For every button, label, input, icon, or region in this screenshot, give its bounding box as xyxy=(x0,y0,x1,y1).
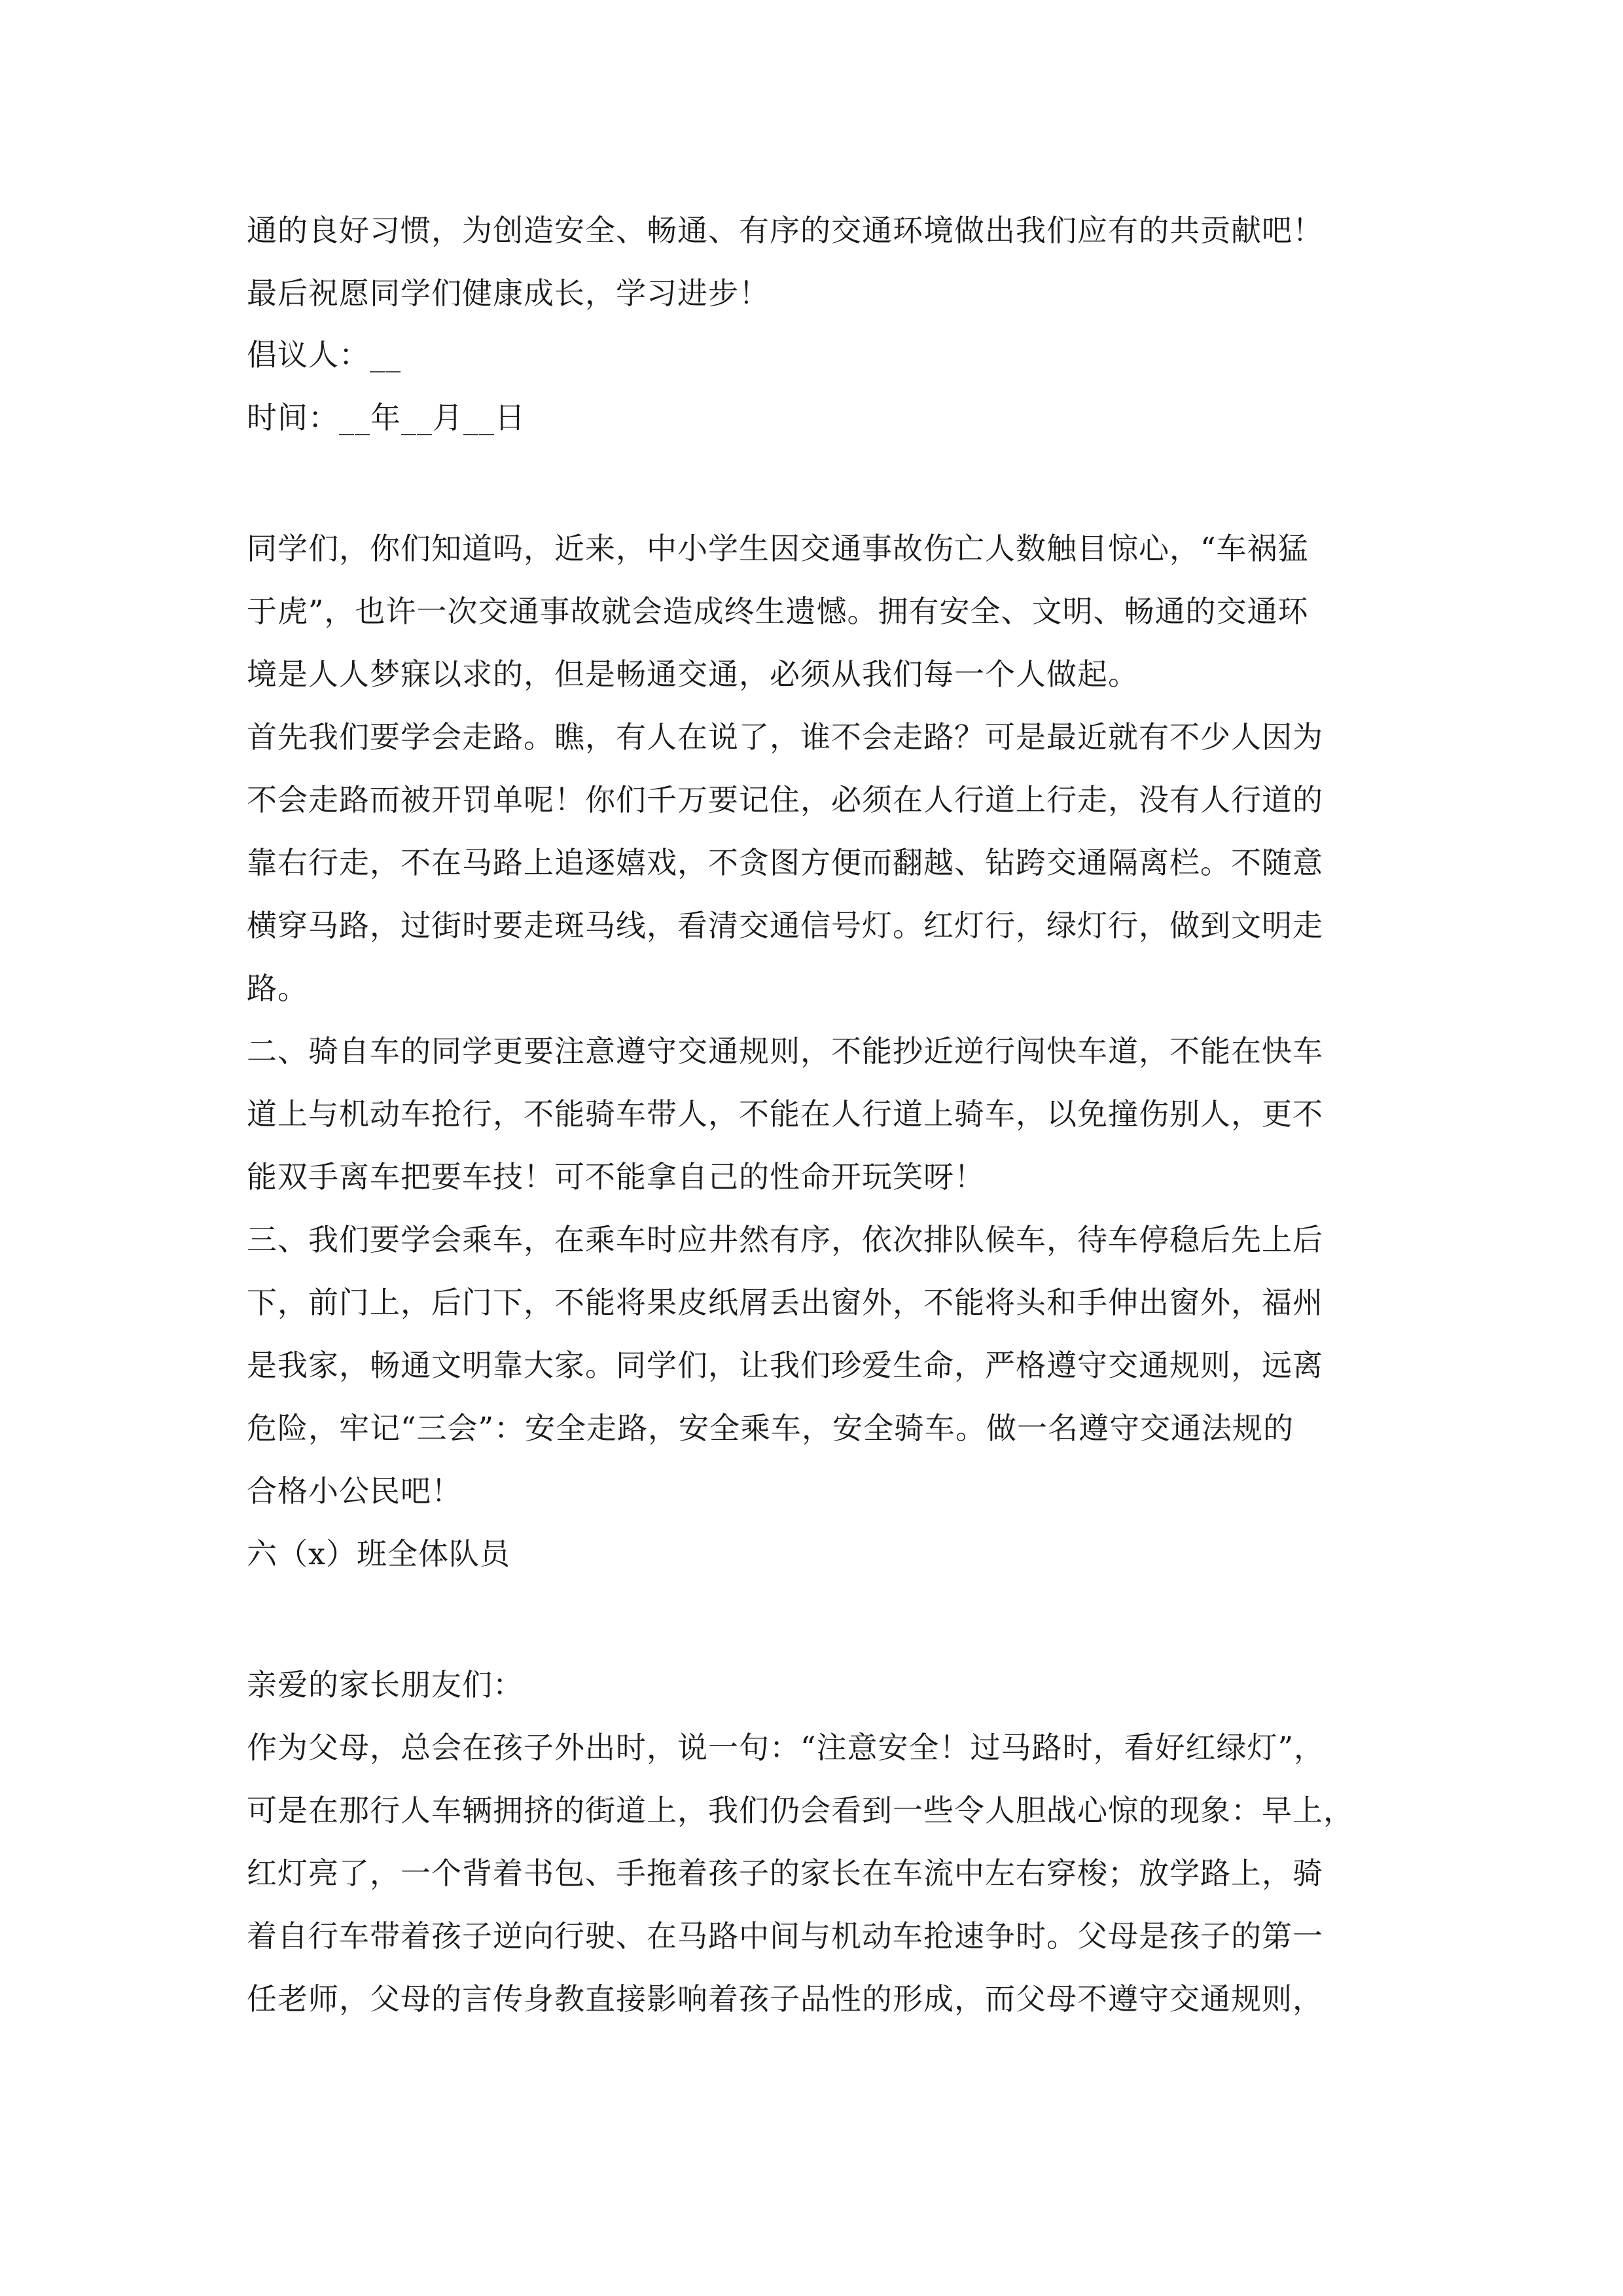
paragraph-line: 通的良好习惯，为创造安全、畅通、有序的交通环境做出我们应有的共贡献吧！ xyxy=(247,213,1323,248)
paragraph-line: 下，前门上，后门下，不能将果皮纸屑丢出窗外，不能将头和手伸出窗外，福州 xyxy=(247,1285,1323,1320)
paragraph-line: 二、骑自车的同学更要注意遵守交通规则，不能抄近逆行闯快车道，不能在快车 xyxy=(247,1033,1323,1069)
paragraph-line: 危险，牢记“三会”：安全走路，安全乘车，安全骑车。做一名遵守交通法规的 xyxy=(247,1410,1294,1446)
paragraph-line: 不会走路而被开罚单呢！你们千万要记住，必须在人行道上行走，没有人行道的 xyxy=(247,782,1323,817)
paragraph-line: 靠右行走，不在马路上追逐嬉戏，不贪图方便而翻越、钻跨交通隔离栏。不随意 xyxy=(247,845,1323,880)
paragraph-line: 横穿马路，过街时要走斑马线，看清交通信号灯。红灯行，绿灯行，做到文明走 xyxy=(247,908,1323,943)
salutation-line: 亲爱的家长朋友们： xyxy=(247,1667,524,1702)
paragraph-line: 三、我们要学会乘车，在乘车时应井然有序，依次排队候车，待车停稳后先上后 xyxy=(247,1222,1323,1257)
date-line: 时间：__年__月__日 xyxy=(247,400,526,435)
paragraph-line: 能双手离车把要车技！可不能拿自己的性命开玩笑呀！ xyxy=(247,1159,985,1194)
paragraph-line: 红灯亮了，一个背着书包、手拖着孩子的家长在车流中左右穿梭；放学路上，骑 xyxy=(247,1856,1323,1891)
paragraph-line: 同学们，你们知道吗，近来，中小学生因交通事故伤亡人数触目惊心，“车祸猛 xyxy=(247,531,1309,566)
paragraph-line: 境是人人梦寐以求的，但是畅通交通，必须从我们每一个人做起。 xyxy=(247,656,1139,692)
paragraph-line: 作为父母，总会在孩子外出时，说一句：“注意安全！过马路时，看好红绿灯”， xyxy=(247,1730,1325,1765)
paragraph-line: 于虎”，也许一次交通事故就会造成终生遗憾。拥有安全、文明、畅通的交通环 xyxy=(247,594,1309,629)
paragraph-line: 着自行车带着孩子逆向行驶、在马路中间与机动车抢速争时。父母是孩子的第一 xyxy=(247,1918,1323,1954)
signatory-line: 倡议人：__ xyxy=(247,337,401,372)
paragraph-line: 是我家，畅通文明靠大家。同学们，让我们珍爱生命，严格遵守交通规则，远离 xyxy=(247,1348,1323,1383)
paragraph-line: 路。 xyxy=(247,971,308,1006)
paragraph-line: 最后祝愿同学们健康成长，学习进步！ xyxy=(247,276,770,311)
paragraph-line: 可是在那行人车辆拥挤的街道上，我们仍会看到一些令人胆战心惊的现象：早上， xyxy=(247,1793,1354,1828)
paragraph-line: 首先我们要学会走路。瞧，有人在说了，谁不会走路？可是最近就有不少人因为 xyxy=(247,719,1323,755)
paragraph-line: 任老师，父母的言传身教直接影响着孩子品性的形成，而父母不遵守交通规则， xyxy=(247,1981,1323,2017)
paragraph-line: 合格小公民吧！ xyxy=(247,1473,462,1509)
paragraph-line: 道上与机动车抢行，不能骑车带人，不能在人行道上骑车，以免撞伤别人，更不 xyxy=(247,1096,1323,1132)
signature-line: 六（x）班全体队员 xyxy=(247,1536,510,1571)
